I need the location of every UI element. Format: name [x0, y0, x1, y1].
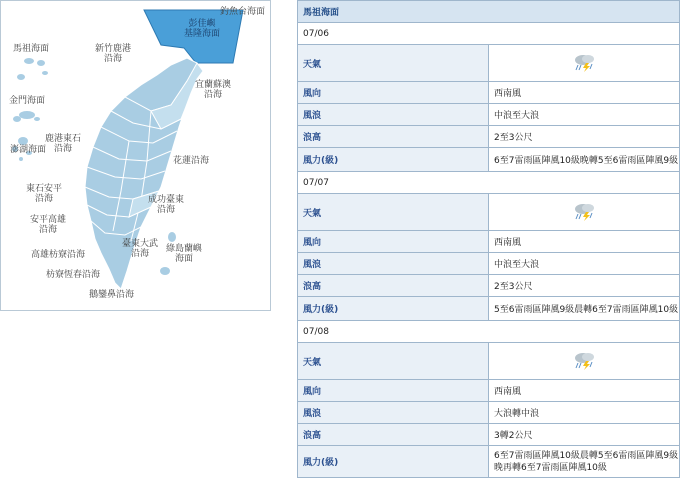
- map-label-greenisland[interactable]: 綠島蘭嶼 海面: [166, 244, 203, 264]
- northeast-islet: [235, 19, 239, 23]
- wave-height-row: [298, 275, 680, 297]
- sea-area-map: [0, 0, 271, 311]
- wind-force-row: [298, 148, 680, 172]
- wind-force-value: 5至6雷雨區陣風9級晨轉6至7雷雨區陣風10級: [489, 297, 680, 321]
- map-label-kinmen[interactable]: 金門海面: [9, 96, 46, 106]
- wind-direction-label: 風向: [298, 231, 489, 253]
- wave-height-value: 3轉2公尺: [489, 424, 680, 446]
- map-label-dongshi[interactable]: 東石安平 沿海: [26, 184, 63, 204]
- wind-force-value: 6至7雷雨區陣風10級晚轉5至6雷雨區陣風9級: [489, 148, 680, 172]
- wave-label: 風浪: [298, 402, 489, 424]
- map-label-hualien[interactable]: 花蓮沿海: [173, 156, 210, 166]
- rain-thunder-cloud-icon: [570, 52, 598, 75]
- wave-row: [298, 103, 680, 125]
- forecast-date: 07/08: [298, 321, 680, 343]
- weather-label: 天氣: [298, 343, 489, 380]
- wave-height-label: 浪高: [298, 424, 489, 446]
- wind-force-label: 風力(級): [298, 148, 489, 172]
- map-label-matsu[interactable]: 馬祖海面: [13, 44, 50, 54]
- weather-cell: [489, 45, 680, 82]
- map-label-taitung[interactable]: 臺東大武 沿海: [122, 239, 159, 259]
- wind-direction-value: 西南風: [489, 81, 680, 103]
- forecast-date: 07/07: [298, 172, 680, 194]
- wind-force-value: 6至7雷雨區陣風10級晨轉5至6雷雨區陣風9級晚再轉6至7雷雨區陣風10級: [489, 446, 680, 478]
- wave-row: [298, 253, 680, 275]
- wind-direction-row: [298, 81, 680, 103]
- forecast-date: 07/06: [298, 23, 680, 45]
- map-label-pengjia[interactable]: 彭佳嶼 基隆海面: [184, 19, 221, 39]
- sea-forecast-table: [297, 0, 680, 478]
- wind-direction-row: [298, 231, 680, 253]
- map-label-eluanbi[interactable]: 鵝鑾鼻沿海: [89, 290, 135, 300]
- wind-direction-row: [298, 380, 680, 402]
- weather-row: [298, 343, 680, 380]
- weather-row: [298, 194, 680, 231]
- wave-height-label: 浪高: [298, 126, 489, 148]
- wind-direction-label: 風向: [298, 81, 489, 103]
- wave-height-value: 2至3公尺: [489, 275, 680, 297]
- map-label-penghu[interactable]: 澎湖海面: [10, 145, 47, 155]
- wave-height-value: 2至3公尺: [489, 126, 680, 148]
- map-label-northeast[interactable]: 釣魚台海面: [220, 7, 266, 17]
- wave-row: [298, 402, 680, 424]
- wave-value: 中浪至大浪: [489, 253, 680, 275]
- map-label-hsinchu[interactable]: 新竹鹿港 沿海: [95, 44, 132, 64]
- map-label-kaohsiung[interactable]: 高雄枋寮沿海: [31, 250, 86, 260]
- kinmen-islands[interactable]: [13, 111, 40, 122]
- forecast-title-row: [298, 1, 680, 23]
- wave-value: 大浪轉中浪: [489, 402, 680, 424]
- wave-value: 中浪至大浪: [489, 103, 680, 125]
- map-label-chenggong[interactable]: 成功臺東 沿海: [148, 195, 185, 215]
- matsu-islands[interactable]: [17, 58, 48, 80]
- weather-label: 天氣: [298, 194, 489, 231]
- weather-row: [298, 45, 680, 82]
- weather-label: 天氣: [298, 45, 489, 82]
- wave-height-row: [298, 126, 680, 148]
- wind-force-row: [298, 446, 680, 478]
- map-label-yilan[interactable]: 宜蘭蘇澳 沿海: [195, 80, 232, 100]
- rain-thunder-cloud-icon: [570, 350, 598, 373]
- wave-height-label: 浪高: [298, 275, 489, 297]
- date-row: [298, 321, 680, 343]
- forecast-title: 馬祖海面: [298, 1, 680, 23]
- wind-direction-label: 風向: [298, 380, 489, 402]
- weather-cell: [489, 194, 680, 231]
- map-label-fangliao[interactable]: 枋寮恆春沿海: [46, 270, 101, 280]
- date-row: [298, 172, 680, 194]
- wind-force-label: 風力(級): [298, 297, 489, 321]
- rain-thunder-cloud-icon: [570, 201, 598, 224]
- wave-label: 風浪: [298, 103, 489, 125]
- map-label-anping[interactable]: 安平高雄 沿海: [30, 215, 67, 235]
- wave-height-row: [298, 424, 680, 446]
- weather-cell: [489, 343, 680, 380]
- wind-force-row: [298, 297, 680, 321]
- wind-force-label: 風力(級): [298, 446, 489, 478]
- date-row: [298, 23, 680, 45]
- wind-direction-value: 西南風: [489, 380, 680, 402]
- wind-direction-value: 西南風: [489, 231, 680, 253]
- wave-label: 風浪: [298, 253, 489, 275]
- map-label-lugang[interactable]: 鹿港東石 沿海: [45, 134, 82, 154]
